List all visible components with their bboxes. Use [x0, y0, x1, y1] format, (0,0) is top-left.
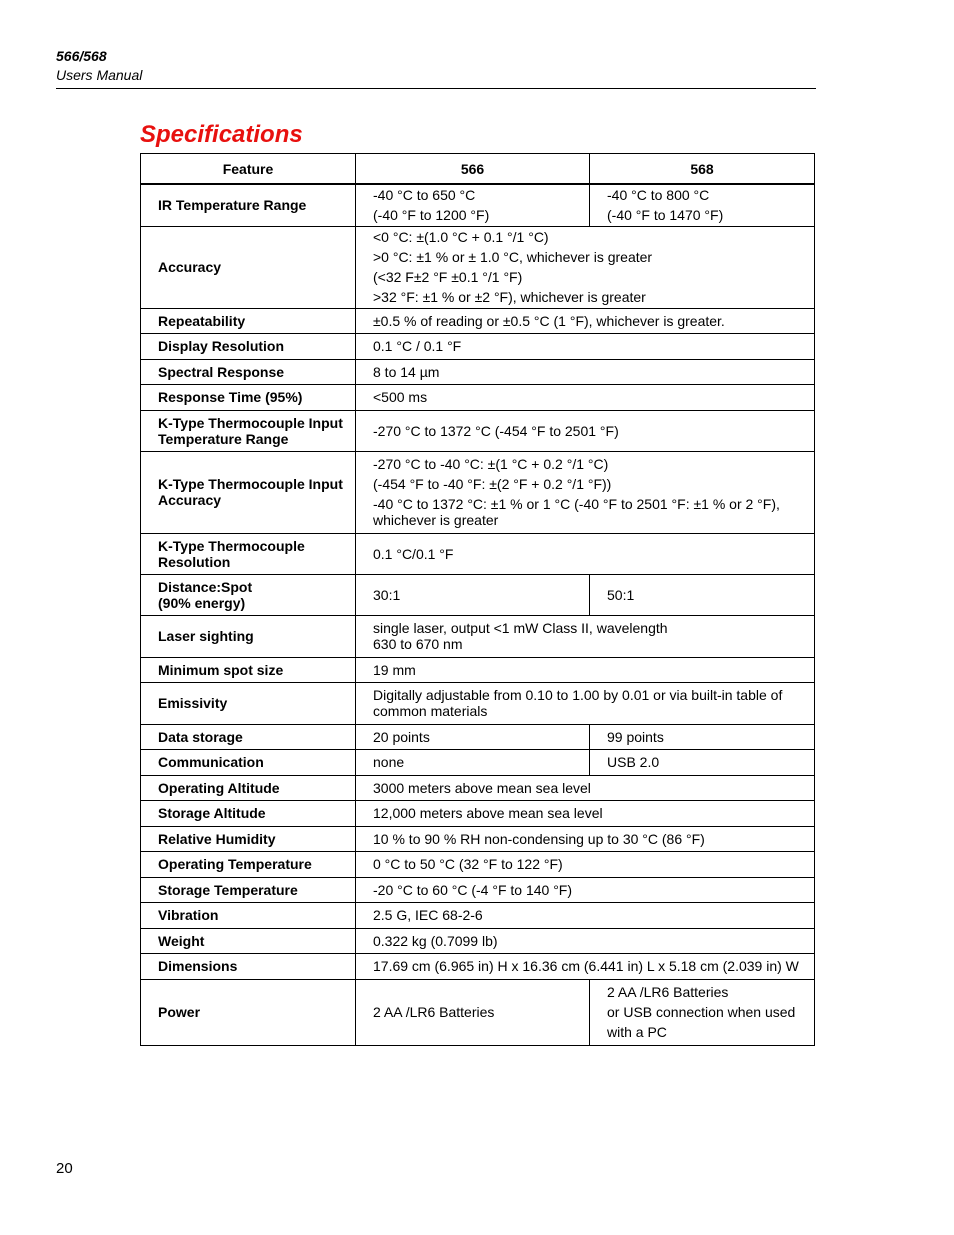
value-cell-both-models [356, 800, 815, 826]
cell-text-line: Accuracy [158, 259, 222, 275]
cell-text-line: or USB connection when used [607, 1004, 796, 1020]
feature-cell [141, 451, 356, 533]
table-row [141, 533, 815, 574]
value-cell-566 [356, 724, 590, 749]
table-row [141, 979, 815, 1045]
value-cell-568 [590, 724, 815, 749]
value-cell-566 [356, 184, 590, 226]
cell-text-line: 8 to 14 µm [373, 363, 440, 380]
value-cell-both-models [356, 615, 815, 657]
cell-text-line: 3000 meters above mean sea level [373, 779, 591, 796]
cell-text-line: 2 AA /LR6 Batteries [607, 984, 729, 1000]
feature-cell [141, 775, 356, 800]
feature-cell [141, 410, 356, 451]
value-cell-566 [356, 574, 590, 615]
table-row [141, 800, 815, 826]
value-cell-566 [356, 749, 590, 775]
table-row [141, 657, 815, 682]
value-cell-both-models [356, 826, 815, 851]
cell-text-line: Repeatability [158, 312, 246, 329]
table-header-row [141, 154, 815, 185]
feature-cell [141, 184, 356, 226]
cell-text-line: Accuracy [158, 492, 222, 508]
column-header-568: 568 [590, 154, 815, 185]
feature-cell [141, 953, 356, 979]
table-row [141, 226, 815, 308]
value-cell-both-models [356, 902, 815, 928]
table-row [141, 826, 815, 851]
cell-text-line: Emissivity [158, 695, 228, 711]
value-cell-both-models [356, 226, 815, 308]
cell-text-line: -40 °C to 800 °C [607, 187, 710, 204]
cell-text-line: 10 % to 90 % RH non-condensing up to 30 °C (86 °F) [373, 830, 705, 847]
value-cell-both-models [356, 533, 815, 574]
table-row [141, 775, 815, 800]
value-cell-both-models [356, 359, 815, 384]
cell-text-line: K-Type Thermocouple Input [158, 476, 343, 492]
column-header-566: 566 [356, 154, 590, 185]
specifications-table [140, 153, 815, 1046]
cell-text-line: Response Time (95%) [158, 389, 303, 405]
cell-text-line: none [373, 754, 405, 770]
cell-text-line: Storage Altitude [158, 805, 266, 821]
table-row [141, 308, 815, 333]
table-row [141, 928, 815, 953]
feature-cell [141, 826, 356, 851]
cell-text-line: Weight [158, 932, 205, 949]
cell-text-line: Temperature Range [158, 430, 289, 447]
page-number: 20 [56, 1160, 73, 1177]
cell-text-line: K-Type Thermocouple Input [158, 414, 343, 431]
value-cell-both-models [356, 877, 815, 902]
feature-cell [141, 928, 356, 953]
value-cell-both-models [356, 851, 815, 877]
cell-text-line: 17.69 cm (6.965 in) H x 16.36 cm (6.441 in) L x 5.18 cm (2.039 in) W [373, 958, 799, 974]
value-cell-568 [590, 979, 815, 1045]
page-header [56, 46, 816, 84]
cell-text-line: 0.1 °C/0.1 °F [373, 545, 454, 562]
feature-cell [141, 615, 356, 657]
cell-text-line: Power [158, 1004, 201, 1020]
cell-text-line: -270 °C to -40 °C: ±(1 °C + 0.2 °/1 °C) [373, 456, 609, 472]
value-cell-both-models [356, 333, 815, 359]
value-cell-both-models [356, 953, 815, 979]
table-row [141, 902, 815, 928]
value-cell-566 [356, 979, 590, 1045]
cell-text-line: Resolution [158, 553, 231, 570]
cell-text-line: <500 ms [373, 389, 428, 405]
cell-text-line: <0 °C: ±(1.0 °C + 0.1 °/1 °C) [373, 229, 549, 245]
cell-text-line: 19 mm [373, 661, 416, 678]
table-row [141, 615, 815, 657]
cell-text-line: >32 °F: ±1 % or ±2 °F), whichever is greater [373, 289, 646, 305]
cell-text-line: 2 AA /LR6 Batteries [373, 1004, 495, 1020]
value-cell-both-models [356, 410, 815, 451]
cell-text-line: with a PC [607, 1024, 667, 1040]
value-cell-both-models [356, 775, 815, 800]
column-header-feature: Feature [141, 154, 356, 185]
cell-text-line: (90% energy) [158, 594, 246, 611]
value-cell-568 [590, 749, 815, 775]
table-row [141, 184, 815, 226]
table-row [141, 749, 815, 775]
cell-text-line: Distance:Spot [158, 578, 253, 595]
feature-cell [141, 851, 356, 877]
page-title: Specifications [140, 121, 303, 148]
feature-cell [141, 877, 356, 902]
cell-text-line: -40 °C to 1372 °C: ±1 % or 1 °C (-40 °F to 2501 °F: ±1 % or 2 °F), [373, 496, 780, 512]
feature-cell [141, 359, 356, 384]
cell-text-line: 30:1 [373, 586, 401, 603]
cell-text-line: USB 2.0 [607, 754, 660, 770]
table-row [141, 451, 815, 533]
value-cell-both-models [356, 657, 815, 682]
cell-text-line: (-40 °F to 1200 °F) [373, 207, 490, 224]
manual-subtitle: Users Manual [56, 67, 143, 83]
feature-cell [141, 574, 356, 615]
cell-text-line: common materials [373, 703, 488, 719]
table-row [141, 574, 815, 615]
table-row [141, 359, 815, 384]
cell-text-line: Relative Humidity [158, 830, 276, 847]
feature-cell [141, 749, 356, 775]
cell-text-line: 0.1 °C / 0.1 °F [373, 338, 462, 354]
feature-cell [141, 333, 356, 359]
table-row [141, 410, 815, 451]
value-cell-568 [590, 574, 815, 615]
feature-cell [141, 979, 356, 1045]
cell-text-line: whichever is greater [373, 512, 499, 528]
cell-text-line: -40 °C to 650 °C [373, 187, 476, 204]
cell-text-line: Spectral Response [158, 363, 285, 380]
cell-text-line: Minimum spot size [158, 661, 284, 678]
feature-cell [141, 533, 356, 574]
cell-text-line: 2.5 G, IEC 68-2-6 [373, 907, 483, 923]
table-body [141, 184, 815, 1045]
table-row [141, 724, 815, 749]
cell-text-line: 630 to 670 nm [373, 636, 463, 652]
cell-text-line: >0 °C: ±1 % or ± 1.0 °C, whichever is greater [373, 249, 653, 265]
feature-cell [141, 682, 356, 724]
feature-cell [141, 902, 356, 928]
table-row [141, 877, 815, 902]
cell-text-line: 0 °C to 50 °C (32 °F to 122 °F) [373, 856, 563, 872]
cell-text-line: Dimensions [158, 958, 238, 974]
cell-text-line: Vibration [158, 907, 219, 923]
cell-text-line: Digitally adjustable from 0.10 to 1.00 by 0.01 or via built-in table of [373, 687, 783, 703]
cell-text-line: (-454 °F to -40 °F: ±(2 °F + 0.2 °/1 °F)) [373, 476, 612, 492]
feature-cell [141, 308, 356, 333]
cell-text-line: -270 °C to 1372 °C (-454 °F to 2501 °F) [373, 422, 619, 439]
cell-text-line: Display Resolution [158, 338, 285, 354]
cell-text-line: 12,000 meters above mean sea level [373, 805, 603, 821]
feature-cell [141, 226, 356, 308]
table-row [141, 333, 815, 359]
cell-text-line: Data storage [158, 728, 243, 745]
cell-text-line: ±0.5 % of reading or ±0.5 °C (1 °F), whichever is greater. [373, 312, 725, 329]
value-cell-both-models [356, 928, 815, 953]
cell-text-line: Operating Temperature [158, 856, 312, 872]
feature-cell [141, 384, 356, 410]
feature-cell [141, 800, 356, 826]
cell-text-line: K-Type Thermocouple [158, 537, 305, 554]
feature-cell [141, 724, 356, 749]
cell-text-line: Storage Temperature [158, 881, 298, 898]
value-cell-both-models [356, 682, 815, 724]
cell-text-line: 99 points [607, 728, 664, 745]
value-cell-both-models [356, 308, 815, 333]
model-number: 566/568 [56, 48, 107, 64]
value-cell-both-models [356, 451, 815, 533]
cell-text-line: Laser sighting [158, 628, 254, 644]
value-cell-568 [590, 184, 815, 226]
table-row [141, 953, 815, 979]
cell-text-line: (<32 F±2 °F ±0.1 °/1 °F) [373, 269, 523, 285]
cell-text-line: (-40 °F to 1470 °F) [607, 207, 724, 224]
table-row [141, 384, 815, 410]
feature-cell [141, 657, 356, 682]
header-divider [56, 88, 816, 89]
cell-text-line: 20 points [373, 728, 430, 745]
cell-text-line: -20 °C to 60 °C (-4 °F to 140 °F) [373, 881, 573, 898]
cell-text-line: single laser, output <1 mW Class II, wavelength [373, 620, 668, 636]
cell-text-line: IR Temperature Range [158, 197, 307, 214]
cell-text-line: Operating Altitude [158, 779, 280, 796]
table-row [141, 851, 815, 877]
value-cell-both-models [356, 384, 815, 410]
cell-text-line: 50:1 [607, 586, 635, 603]
cell-text-line: Communication [158, 754, 264, 770]
table-row [141, 682, 815, 724]
cell-text-line: 0.322 kg (0.7099 lb) [373, 932, 498, 949]
